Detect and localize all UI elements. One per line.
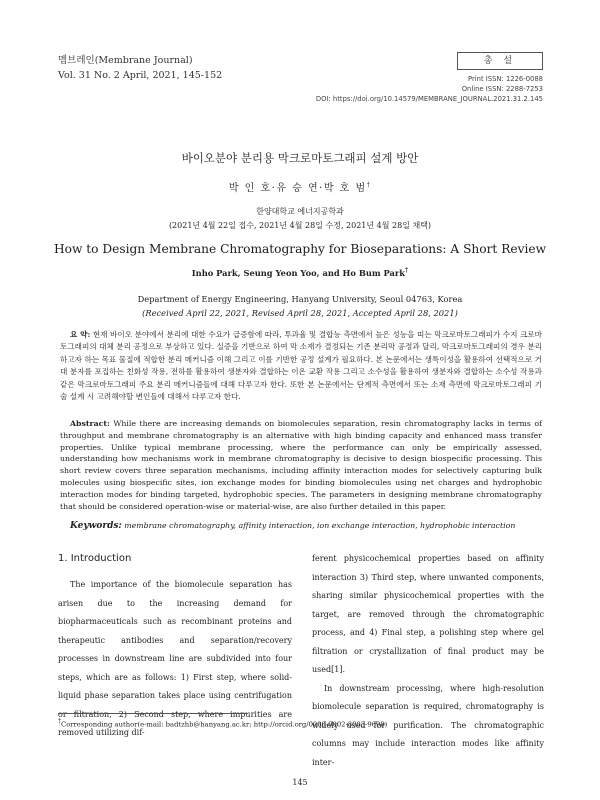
journal-name: 멤브레인(Membrane Journal) [58,55,193,66]
english-author-names: Inho Park, Seung Yeon Yoo, and Ho Bum Park [191,267,406,278]
category-badge: 총 설 [457,52,543,70]
english-author-mark: † [405,267,409,274]
body-paragraph: In downstream processing, where high-resolution biomolecule separation is required, chromatography is widely used for purification. The chromatographic columns may include interaction modes like affinity inter- [312,683,544,767]
english-dates: (Received April 22, 2021, Revised April 28, 2021, Accepted April 28, 2021) [142,308,458,318]
footnote-text: Corresponding author(e-mail: badtzhb@hanyang.ac.kr; http://orcid.org/0000-0002-8003-9698) [61,720,388,729]
keywords [70,521,550,531]
body-right-column [312,550,544,772]
english-abstract-text: While there are increasing demands on biomolecules separation, resin chromatography lacks in terms of throughput and membrane chromatography is an alternative with high binding capacity and enhanced mass transfer properties. Unlike typical membrane processing, where the performance can only be empirically assessed, understanding how mechanisms work in membrane chromatography is decisive to design biospecific processing. This short review covers three separation mechanisms, including affinity interaction modes for selectively capturing bulk molecules using biospecific sites, ion exchange modes for binding biomolecules using net charges and hydrophobic interaction modes for binding targeted, hydrophobic species. The parameters in designing membrane chromatography that should be considered operation-wise or material-wise, are also further detailed in this paper. [60,419,542,511]
korean-author-mark: † [366,181,372,189]
body-paragraph: ferent physicochemical properties based on affinity interaction 3) Third step, where unwanted components, sharing similar physicochemical properties with the target, are removed through the chromatographic process, and 4) Final step, a polishing step where gel filtration or crystallization of final product may be used[1]. [312,554,544,674]
korean-abstract-label: 요 약: [70,330,91,339]
footnote-mark: † [58,718,61,725]
journal-header [58,53,222,83]
korean-title: 바이오분야 분리용 막크로마토그래피 설계 방안 [181,151,419,165]
footnote [58,718,387,728]
english-authors [0,267,600,278]
korean-abstract [60,329,542,403]
korean-dates: (2021년 4월 22일 접수, 2021년 4월 28일 수정, 2021년 4월 28일 채택) [168,221,432,230]
online-issn: Online ISSN: 2288-7253 [461,85,543,93]
keywords-label: Keywords: [70,521,122,531]
english-affiliation: Department of Energy Engineering, Hanyang University, Seoul 04763, Korea [137,294,463,304]
korean-author-names: 박 인 호·유 승 연·박 호 범 [228,183,367,194]
footnote-divider [58,713,248,714]
korean-affiliation: 한양대학교 에너지공학과 [256,207,344,216]
doi-link[interactable]: DOI: https://doi.org/10.14579/MEMBRANE_JOURNAL.2021.31.2.145 [315,95,543,103]
keywords-text: membrane chromatography, affinity interaction, ion exchange interaction, hydrophobic interaction [124,521,516,530]
issn-block [316,74,543,104]
volume-info: Vol. 31 No. 2 April, 2021, 145-152 [58,70,223,81]
english-abstract [60,418,542,512]
page-number: 145 [292,778,308,787]
body-paragraph: The importance of the biomolecule separation has arisen due to the increasing demand for biopharmaceuticals such as recombinant proteins and therapeutic antibodies and separation/recovery processes in downstream line are subdivided into four steps, which are as follows: 1) First step, where solid-liquid phase separation takes place using centrifugation or filtration, 2) Second step, where impurities are removed utilizing dif- [58,580,292,737]
korean-authors [0,179,600,194]
section-title: 1. Introduction [58,553,132,564]
english-title: How to Design Membrane Chromatography for Bioseparations: A Short Review [53,242,547,256]
print-issn: Print ISSN: 1226-0088 [467,75,543,83]
korean-abstract-text: 현재 바이오 분야에서 분리에 대한 수요가 급증함에 따라, 투과율 및 결합능 측면에서 높은 성능을 띠는 막크로마토그래피가 수지 크로마토그래피의 대체 분리 공정으로 부상하고 있다. 실증을 기반으로 하여 막 소재가 결정되는 기존 분리막 공정과 달리, 막크로마토그래피의 경우 분리하고자 하는 목표 물질에 적합한 분리 메커니즘 이해 그리고 이를 기반한 공정 설계가 필요하다. 본 논문에서는 생특이성을 활용하여 선택적으로 거대 분자를 포집하는 친화성 작용, 전하를 활용하여 생분자와 결합하는 이온 교환 작용 그리고 소수성을 활용하여 생분자와 결합하는 소수성 작용과 같은 막크로마토그래피 주요 분리 메커니즘들에 대해 다루고자 한다. 또한 본 논문에서는 단계적 측면에서 또는 소재 측면에 막크로마토그래피 기술 설계 시 고려해야할 변인들에 대해서 다루고자 한다. [60,330,543,402]
english-abstract-label: Abstract: [70,419,110,428]
